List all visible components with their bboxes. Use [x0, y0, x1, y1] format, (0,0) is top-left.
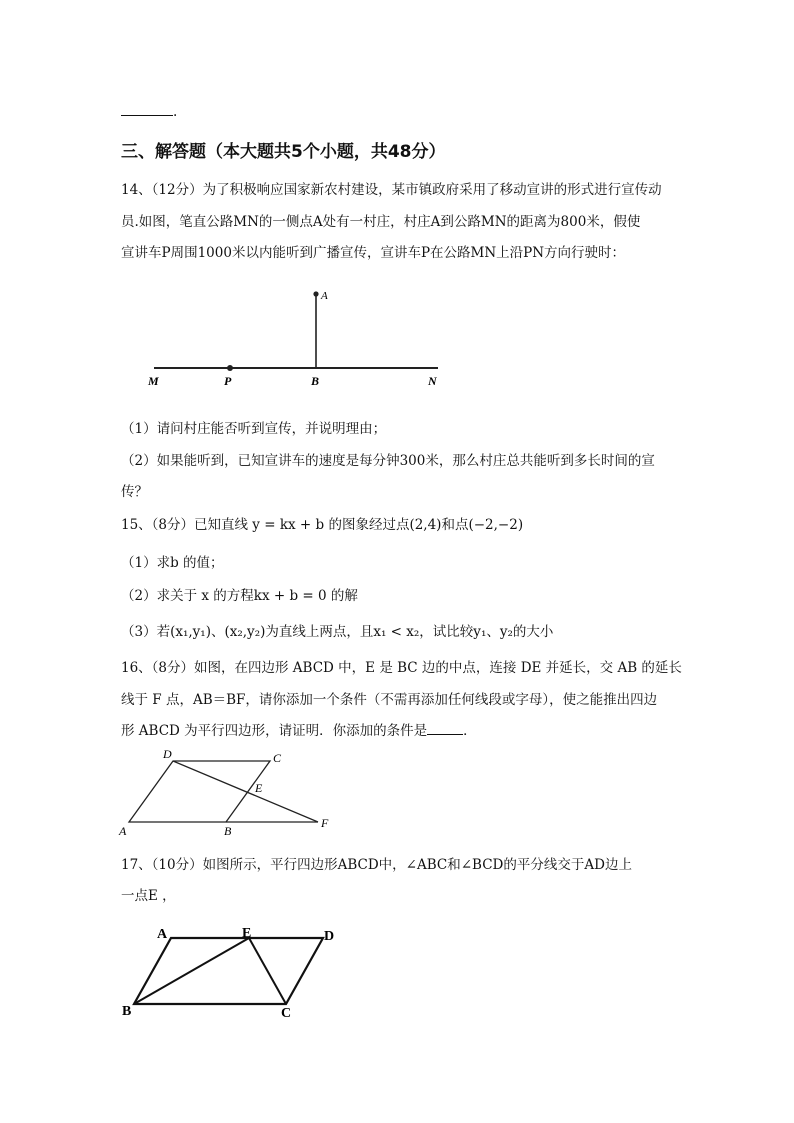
label-c: C	[273, 751, 282, 765]
q16-quadrilateral-figure	[116, 745, 341, 840]
q15-sub-1: （1）求b 的值；	[121, 555, 224, 571]
previous-answer-blank: .	[121, 104, 177, 120]
q17-line-1: 17、（10分）如图所示，平行四边形ABCD中，∠ABC和∠BCD的平分线交于AD边上	[121, 857, 632, 873]
bisector-ce	[249, 938, 286, 1004]
q15-sub-2: （2）求关于 x 的方程kx + b = 0 的解	[121, 588, 358, 604]
label-f: F	[321, 816, 329, 830]
label-b: B	[122, 1004, 132, 1019]
label-c: C	[281, 1006, 292, 1021]
label-a: A	[157, 927, 168, 942]
q14-line-2: 员.如图，笔直公路MN的一侧点A处有一村庄，村庄A到公路MN的距离为800米，假使	[121, 214, 641, 230]
q16-line-1: 16、（8分）如图，在四边形 ABCD 中，E 是 BC 边的中点，连接 DE 并延长，交 AB 的延长	[121, 660, 682, 676]
label-e: E	[255, 781, 263, 795]
parallelogram-abcd	[134, 938, 323, 1004]
q16-line-2: 线于 F 点，AB＝BF，请你添加一个条件（不需再添加任何线段或字母），使之能推出四边	[121, 692, 658, 708]
q14-sub-2-line-1: （2）如果能听到，已知宣讲车的速度是每分钟300米，那么村庄总共能听到多长时间的宣	[121, 453, 655, 469]
label-b: B	[311, 374, 320, 388]
segment-df	[173, 761, 318, 822]
q17-line-2: 一点E ，	[121, 888, 176, 904]
q14-line-1: 14、（12分）为了积极响应国家新农村建设，某市镇政府采用了移动宣讲的形式进行宣传动	[121, 182, 662, 198]
q15-stem: 15、（8分）已知直线 y = kx + b 的图象经过点(2,4)和点(−2,−2)	[121, 517, 524, 533]
label-n: N	[428, 374, 437, 388]
village-point-a	[313, 291, 318, 296]
q14-sub-1: （1）请问村庄能否听到宣传，并说明理由；	[121, 421, 387, 437]
label-p: P	[224, 374, 232, 388]
label-d: D	[324, 929, 335, 944]
section-heading: 三、解答题（本大题共5个小题，共48分）	[121, 142, 446, 162]
label-m: M	[148, 374, 159, 388]
q14-sub-2-line-2: 传？	[121, 484, 148, 500]
label-a: A	[321, 290, 328, 302]
q17-parallelogram-figure	[118, 920, 348, 1025]
quad-abcd	[129, 761, 270, 822]
q16-line-3: 形 ABCD 为平行四边形，请证明．你添加的条件是 ．	[121, 723, 477, 739]
label-d: D	[163, 747, 172, 761]
label-b: B	[224, 824, 232, 838]
q14-road-figure	[140, 280, 460, 390]
q14-line-3: 宣讲车P周围1000米以内能听到广播宣传，宣讲车P在公路MN上沿PN方向行驶时：	[121, 245, 626, 261]
label-a: A	[119, 824, 127, 838]
label-e: E	[242, 926, 252, 941]
car-point-p	[227, 365, 233, 371]
answer-blank[interactable]	[427, 723, 463, 735]
q15-sub-3: （3）若(x₁,y₁)、(x₂,y₂)为直线上两点，且x₁ < x₂，试比较y₁、y₂的大小	[121, 624, 554, 640]
